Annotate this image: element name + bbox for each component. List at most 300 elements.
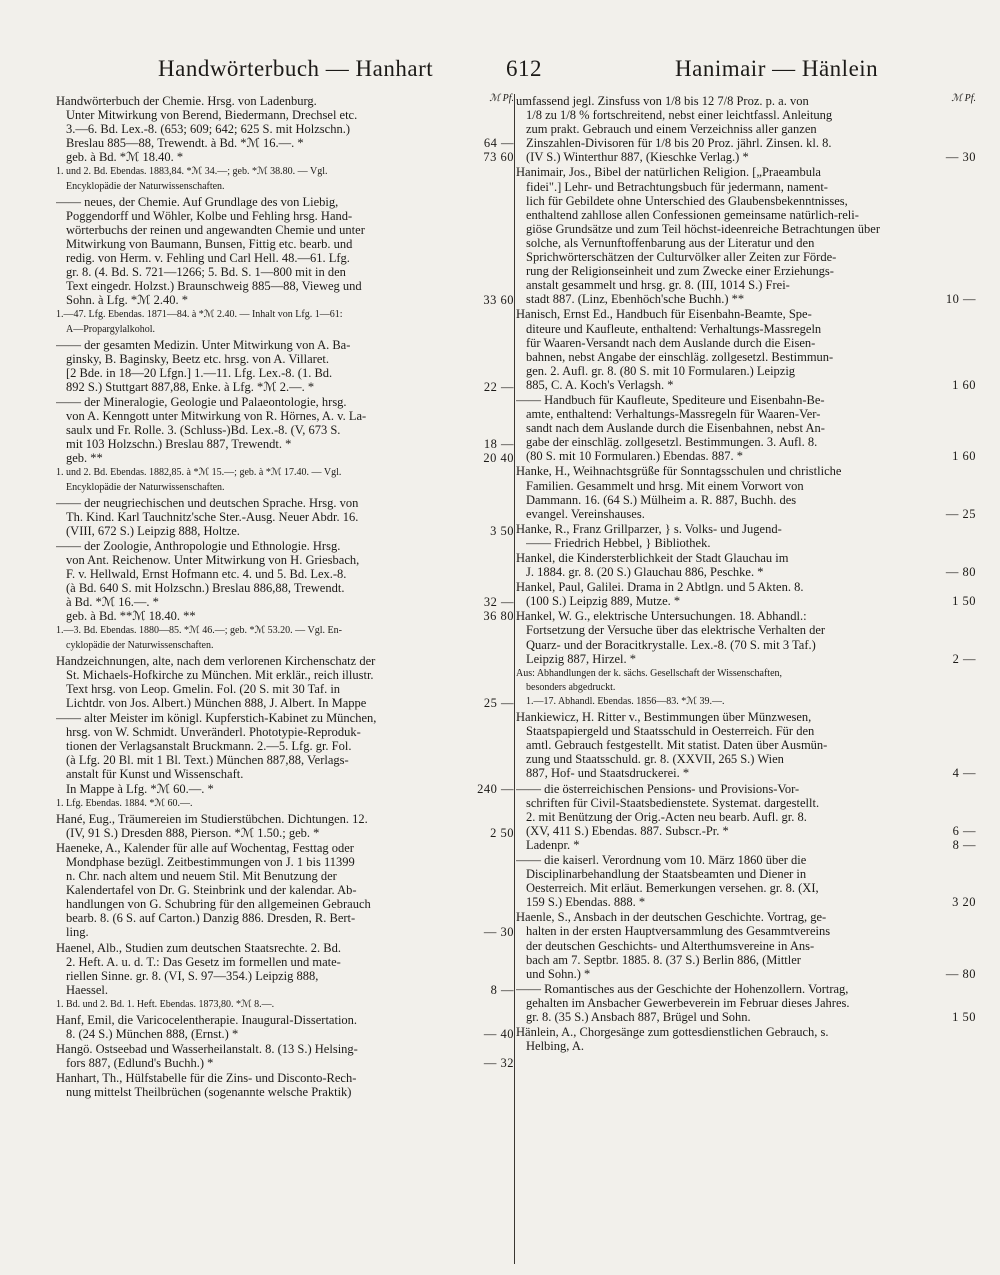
entry-line bbox=[56, 150, 514, 164]
catalog-entry bbox=[516, 94, 976, 164]
entry-line bbox=[516, 738, 976, 752]
entry-price bbox=[444, 481, 514, 495]
entry-price bbox=[906, 695, 976, 709]
entry-price bbox=[444, 581, 514, 595]
entry-line bbox=[516, 350, 976, 364]
entry-price bbox=[906, 580, 976, 594]
entry-text: mit 103 Holzschn.) Breslau 887, Trewendt. * bbox=[66, 437, 292, 452]
entry-note bbox=[56, 797, 514, 811]
entry-price bbox=[444, 265, 514, 279]
entry-line bbox=[56, 323, 514, 337]
entry-price: 22 — bbox=[483, 379, 514, 394]
entry-text: —— alter Meister im königl. Kupferstich-Kabinet zu München, bbox=[56, 711, 377, 726]
entry-price bbox=[906, 108, 976, 122]
entry-text: geb. à Bd. **ℳ 18.40. ** bbox=[66, 609, 196, 624]
entry-line bbox=[516, 1039, 976, 1053]
catalog-entry bbox=[56, 654, 514, 710]
entry-line bbox=[516, 522, 976, 536]
entry-price: 8 — bbox=[490, 982, 514, 997]
entry-price: 20 40 bbox=[483, 451, 514, 466]
entry-line bbox=[516, 996, 976, 1010]
entry-line bbox=[56, 595, 514, 609]
entry-line bbox=[56, 510, 514, 524]
entry-text: tionen der Verlagsanstalt Bruckmann. 2.—5. Lfg. gr. Fol. bbox=[66, 739, 352, 754]
entry-line bbox=[56, 409, 514, 423]
entry-line bbox=[516, 824, 976, 838]
entry-price bbox=[906, 94, 976, 108]
entry-text: (80 S. mit 10 Formularen.) Ebendas. 887. * bbox=[526, 449, 743, 464]
entry-text: (à Lfg. 20 Bl. mit 1 Bl. Text.) München 887,88, Verlags- bbox=[66, 753, 349, 768]
entry-price bbox=[906, 307, 976, 321]
entry-price bbox=[444, 180, 514, 194]
entry-price bbox=[906, 208, 976, 222]
entry-price bbox=[444, 654, 514, 668]
entry-line bbox=[516, 594, 976, 608]
catalog-entry bbox=[56, 841, 514, 940]
entry-text: —— der neugriechischen und deutschen Sprache. Hrsg. von bbox=[56, 495, 359, 510]
entry-text: Encyklopädie der Naturwissenschaften. bbox=[66, 180, 225, 192]
entry-line bbox=[56, 639, 514, 653]
entry-line bbox=[56, 293, 514, 307]
entry-price bbox=[444, 496, 514, 510]
entry-price bbox=[906, 393, 976, 407]
entry-price bbox=[444, 409, 514, 423]
entry-line bbox=[516, 307, 976, 321]
entry-price bbox=[444, 122, 514, 136]
entry-line bbox=[516, 953, 976, 967]
entry-price bbox=[906, 910, 976, 924]
entry-text: enthaltend zahllose allen Confessionen gemeinsame natürlich-reli- bbox=[526, 207, 859, 222]
entry-line bbox=[516, 652, 976, 666]
entry-text: Staatspapiergeld und Staatsschuld in Oesterreich. Für den bbox=[526, 724, 815, 739]
entry-text: cyklopädie der Naturwissenschaften. bbox=[66, 639, 214, 651]
entry-text: Breslau 885—88, Trewendt. à Bd. *ℳ 16.—. * bbox=[66, 136, 304, 151]
entry-price bbox=[906, 810, 976, 824]
entry-line bbox=[516, 796, 976, 810]
entry-text: hrsg. von W. Schmidt. Unveränderl. Phototypie-Reproduk- bbox=[66, 725, 361, 740]
entry-text: J. 1884. gr. 8. (20 S.) Glauchau 886, Peschke. * bbox=[526, 565, 764, 580]
entry-line bbox=[516, 464, 976, 478]
entry-text: anstalt für Kunst und Wissenschaft. bbox=[66, 767, 244, 782]
entry-line bbox=[516, 336, 976, 350]
entry-price bbox=[444, 812, 514, 826]
entry-text: 2. Heft. A. u. d. T.: Das Gesetz im formellen und mate- bbox=[66, 954, 341, 969]
entry-line bbox=[56, 237, 514, 251]
catalog-entry bbox=[516, 580, 976, 608]
catalog-entry bbox=[56, 1042, 514, 1070]
entry-price bbox=[906, 136, 976, 150]
entry-line bbox=[56, 1071, 514, 1085]
entry-text: Text eingedr. Holzst.) Braunschweig 885—88, Vieweg und bbox=[66, 279, 362, 294]
entry-note bbox=[56, 998, 514, 1012]
entry-text: gr. 8. (4. Bd. S. 721—1266; 5. Bd. S. 1—800 mit in den bbox=[66, 265, 346, 280]
entry-line bbox=[56, 395, 514, 409]
entry-line bbox=[56, 711, 514, 725]
entry-line bbox=[56, 496, 514, 510]
entry-line bbox=[56, 841, 514, 855]
entry-line bbox=[516, 752, 976, 766]
entry-price: 240 — bbox=[477, 781, 514, 796]
entry-text: Hankiewicz, H. Ritter v., Bestimmungen über Münzwesen, bbox=[516, 710, 812, 725]
entry-line bbox=[56, 826, 514, 840]
entry-text: Disciplinarbehandlung der Staatsbeamten und Diener in bbox=[526, 867, 807, 882]
entry-text: von A. Kenngott unter Mitwirkung von R. Hörnes, A. v. La- bbox=[66, 409, 367, 424]
entry-text: Hanhart, Th., Hülfstabelle für die Zins- und Disconto-Rech- bbox=[56, 1071, 357, 1086]
entry-price: 25 — bbox=[483, 695, 514, 710]
entry-price: 36 80 bbox=[483, 609, 514, 624]
entry-price bbox=[444, 308, 514, 322]
entry-price bbox=[906, 1039, 976, 1053]
entry-text: Lichtdr. von Jos. Albert.) München 888, J. Albert. In Mappe bbox=[66, 695, 367, 710]
entry-text: amtl. Gebrauch festgestellt. Mit statist. Daten über Ausmün- bbox=[526, 738, 828, 753]
entry-line bbox=[516, 638, 976, 652]
catalog-entry bbox=[56, 1013, 514, 1041]
entry-text: fors 887, (Edlund's Buchh.) * bbox=[66, 1056, 214, 1071]
entry-price bbox=[906, 180, 976, 194]
entry-price bbox=[906, 421, 976, 435]
entry-line bbox=[56, 94, 514, 108]
entry-text: evangel. Vereinshauses. bbox=[526, 506, 645, 521]
entry-text: 2. mit Benützung der Orig.-Acten neu bearb. Aufl. gr. 8. bbox=[526, 809, 807, 824]
entry-price: 4 — bbox=[952, 766, 976, 781]
entry-line bbox=[516, 136, 976, 150]
entry-text: bahnen, nebst Angabe der einschläg. zollgesetzl. Bestimmun- bbox=[526, 349, 834, 364]
entry-line bbox=[516, 580, 976, 594]
entry-price: 1 60 bbox=[952, 377, 976, 392]
entry-text: von Ant. Reichenow. Unter Mitwirkung von H. Griesbach, bbox=[66, 553, 360, 567]
entry-text: ling. bbox=[66, 925, 89, 940]
entry-text: Sohn. à Lfg. *ℳ 2.40. * bbox=[66, 293, 189, 308]
catalog-entry bbox=[516, 710, 976, 780]
entry-text: Dammann. 16. (64 S.) Mülheim a. R. 887, Buchh. des bbox=[526, 492, 797, 507]
entry-price bbox=[906, 536, 976, 550]
entry-line bbox=[56, 481, 514, 495]
entry-price bbox=[444, 1013, 514, 1027]
entry-price bbox=[444, 941, 514, 955]
entry-text: Fortsetzung der Versuche über das elektrische Verhalten der bbox=[526, 623, 826, 638]
entry-price bbox=[444, 510, 514, 524]
entry-text: Zinszahlen-Divisoren für 1/8 bis 20 Proz. jährl. Zinsen. kl. 8. bbox=[526, 136, 832, 151]
catalog-entry bbox=[56, 539, 514, 624]
entry-line bbox=[56, 136, 514, 150]
entry-text: A—Propargylalkohol. bbox=[66, 323, 155, 335]
entry-line bbox=[516, 165, 976, 179]
entry-line bbox=[516, 250, 976, 264]
entry-price bbox=[906, 250, 976, 264]
catalog-entry bbox=[516, 522, 976, 550]
entry-text: 159 S.) Ebendas. 888. * bbox=[526, 895, 646, 910]
entry-price bbox=[444, 624, 514, 638]
entry-line bbox=[516, 449, 976, 463]
entry-line bbox=[56, 998, 514, 1012]
entry-line bbox=[516, 565, 976, 579]
entry-text: (VIII, 672 S.) Leipzig 888, Holtze. bbox=[66, 523, 240, 538]
entry-price: 3 20 bbox=[952, 895, 976, 910]
entry-text: Leipzig 887, Hirzel. * bbox=[526, 651, 637, 666]
entry-price bbox=[906, 194, 976, 208]
entry-price: — 32 bbox=[483, 1056, 514, 1071]
entry-text: 1.—17. Abhandl. Ebendas. 1856—83. *ℳ 39.—. bbox=[526, 695, 725, 707]
entry-price: — 25 bbox=[945, 506, 976, 521]
entry-price: 10 — bbox=[945, 292, 976, 307]
entry-line bbox=[516, 853, 976, 867]
catalog-entry bbox=[516, 464, 976, 520]
entry-text: zum prakt. Gebrauch und einem Verzeichniss aller ganzen bbox=[526, 122, 817, 137]
entry-line bbox=[56, 782, 514, 796]
entry-text: riellen Sinne. gr. 8. (VI, S. 97—354.) Leipzig 888, bbox=[66, 968, 319, 983]
entry-price bbox=[906, 924, 976, 938]
entry-text: gabe der einschläg. zollgesetzl. Bestimmungen. 3. Aufl. 8. bbox=[526, 435, 818, 450]
entry-text: Handwörterbuch der Chemie. Hrsg. von Ladenburg. bbox=[56, 94, 317, 108]
entry-text: gr. 8. (35 S.) Ansbach 887, Brügel und Sohn. bbox=[526, 1010, 751, 1024]
entry-text: Text hrsg. von Leop. Gmelin. Fol. (20 S. mit 30 Taf. in bbox=[66, 681, 341, 696]
entry-price bbox=[906, 122, 976, 136]
entry-line bbox=[516, 838, 976, 852]
entry-line bbox=[516, 264, 976, 278]
entry-price bbox=[444, 1071, 514, 1085]
entry-price bbox=[444, 165, 514, 179]
entry-line bbox=[516, 867, 976, 881]
entry-line bbox=[516, 881, 976, 895]
entry-text: Oesterreich. Mit erläut. Bemerkungen versehen. gr. 8. (XI, bbox=[526, 881, 819, 896]
entry-line bbox=[516, 180, 976, 194]
entry-text: (XV, 411 S.) Ebendas. 887. Subscr.-Pr. * bbox=[526, 823, 729, 838]
entry-text: saulx und Fr. Rolle. 3. (Schluss-)Bd. Lex.-8. (V, 673 S. bbox=[66, 423, 341, 438]
entry-price bbox=[444, 753, 514, 767]
catalog-entry bbox=[516, 307, 976, 392]
entry-text: —— Handbuch für Kaufleute, Spediteure und Eisenbahn-Be- bbox=[516, 392, 825, 407]
entry-price bbox=[444, 955, 514, 969]
entry-price: — 30 bbox=[483, 925, 514, 940]
entry-price bbox=[444, 841, 514, 855]
entry-text: Hanisch, Ernst Ed., Handbuch für Eisenbahn-Beamte, Spe- bbox=[516, 307, 812, 322]
entry-text: Hanke, R., Franz Grillparzer, } s. Volks- und Jugend- bbox=[516, 521, 782, 536]
entry-price: 64 — bbox=[483, 136, 514, 151]
entry-text: Kalendertafel von Dr. G. Steinbrink und der kalendar. Ab- bbox=[66, 883, 357, 898]
entry-price: 6 — bbox=[952, 823, 976, 838]
entry-text: sandt nach dem Auslande durch die Eisenbahnen, nebst An- bbox=[526, 421, 825, 436]
entry-line bbox=[56, 366, 514, 380]
entry-line bbox=[56, 524, 514, 538]
entry-line bbox=[516, 710, 976, 724]
entry-price bbox=[444, 366, 514, 380]
entry-price: 18 — bbox=[483, 437, 514, 452]
entry-line bbox=[56, 1013, 514, 1027]
entry-line bbox=[56, 1085, 514, 1099]
entry-line bbox=[56, 165, 514, 179]
entry-line bbox=[56, 654, 514, 668]
entry-text: —— die österreichischen Pensions- und Provisions-Vor- bbox=[516, 781, 800, 796]
entry-text: —— die kaiserl. Verordnung vom 10. März 1860 über die bbox=[516, 852, 807, 867]
column-divider bbox=[514, 94, 515, 1264]
entry-price bbox=[444, 855, 514, 869]
entry-price bbox=[444, 869, 514, 883]
entry-text: Hanf, Emil, die Varicocelentherapie. Inaugural-Dissertation. bbox=[56, 1013, 358, 1027]
entry-price bbox=[444, 897, 514, 911]
entry-line bbox=[56, 941, 514, 955]
entry-price bbox=[444, 94, 514, 108]
entry-line bbox=[56, 797, 514, 811]
entry-price bbox=[906, 551, 976, 565]
catalog-entry bbox=[56, 812, 514, 840]
entry-note bbox=[56, 165, 514, 193]
catalog-entry bbox=[516, 1025, 976, 1053]
entry-text: St. Michaels-Hofkirche zu München. Mit erklär., reich illustr. bbox=[66, 667, 374, 682]
entry-text: 887, Hof- und Staatsdruckerei. * bbox=[526, 766, 690, 781]
entry-text: geb. ** bbox=[66, 451, 103, 466]
entry-text: Poggendorff und Wöhler, Kolbe und Fehling hrsg. Hand- bbox=[66, 208, 353, 223]
entry-price bbox=[444, 1042, 514, 1056]
entry-price bbox=[906, 939, 976, 953]
catalog-entry bbox=[56, 395, 514, 465]
catalog-entry bbox=[56, 711, 514, 796]
entry-price bbox=[444, 911, 514, 925]
entry-price bbox=[906, 336, 976, 350]
entry-price bbox=[906, 681, 976, 695]
entry-line bbox=[56, 668, 514, 682]
entry-text: diteure und Kaufleute, enthaltend: Verhaltungs-Massregeln bbox=[526, 321, 822, 336]
entry-price: 3 50 bbox=[490, 523, 514, 538]
catalog-entry bbox=[56, 94, 514, 164]
entry-text: —— der Zoologie, Anthropologie und Ethnologie. Hrsg. bbox=[56, 538, 341, 553]
entry-line bbox=[516, 479, 976, 493]
entry-price bbox=[444, 682, 514, 696]
catalog-entry bbox=[56, 338, 514, 394]
catalog-entry bbox=[516, 853, 976, 909]
entry-note bbox=[516, 667, 976, 709]
entry-line bbox=[56, 352, 514, 366]
entry-text: wörterbuchs der reinen und angewandten Chemie und unter bbox=[66, 222, 365, 237]
entry-text: Sprichwörterschätzen der Culturvölker aller Zeiten zur Förde- bbox=[526, 250, 837, 265]
entry-text: 1. und 2. Bd. Ebendas. 1883,84. *ℳ 34.—; geb. *ℳ 38.80. — Vgl. bbox=[56, 166, 328, 178]
entry-price bbox=[444, 539, 514, 553]
entry-line bbox=[516, 623, 976, 637]
entry-line bbox=[516, 236, 976, 250]
entry-text: 3.—6. Bd. Lex.-8. (653; 609; 642; 625 S. mit Holzschn.) bbox=[66, 122, 351, 137]
entry-text: —— der gesamten Medizin. Unter Mitwirkung von A. Ba- bbox=[56, 337, 351, 352]
entry-line bbox=[56, 753, 514, 767]
entry-text: Hané, Eug., Träumereien im Studierstübchen. Dichtungen. 12. bbox=[56, 811, 368, 826]
entry-line bbox=[516, 493, 976, 507]
entry-text: zung und Staatsschuld. gr. 8. (XXVII, 265 S.) Wien bbox=[526, 752, 784, 767]
entry-text: Haeneke, A., Kalender für alle auf Wochentag, Festtag oder bbox=[56, 840, 354, 855]
entry-text: giöse Grundsätze und zum Teil höchst-ideenreiche Betrachtungen über bbox=[526, 221, 880, 236]
entry-line bbox=[56, 567, 514, 581]
entry-text: Familien. Gesammelt und hrsg. Mit einem Vorwort von bbox=[526, 478, 804, 493]
entry-price bbox=[444, 725, 514, 739]
entry-price: 1 50 bbox=[952, 594, 976, 609]
entry-text: gen. 2. Aufl. gr. 8. (80 S. mit 10 Formularen.) Leipzig bbox=[526, 363, 796, 378]
currency-header: ℳ Pf. bbox=[489, 93, 514, 104]
entry-text: Unter Mitwirkung von Berend, Biedermann, Drechsel etc. bbox=[66, 108, 358, 123]
entry-text: der deutschen Geschichts- und Alterthumsvereine in Ans- bbox=[526, 938, 815, 953]
entry-text: 1/8 zu 1/8 % fortschreitend, nebst einer leichtfassl. Anleitung bbox=[526, 108, 833, 123]
entry-text: In Mappe à Lfg. *ℳ 60.—. * bbox=[66, 781, 214, 796]
entry-line bbox=[516, 292, 976, 306]
entry-line bbox=[516, 108, 976, 122]
entry-line bbox=[56, 883, 514, 897]
entry-line bbox=[516, 766, 976, 780]
entry-text: —— neues, der Chemie. Auf Grundlage des von Liebig, bbox=[56, 194, 339, 209]
entry-line bbox=[516, 393, 976, 407]
entry-price bbox=[444, 668, 514, 682]
entry-line bbox=[516, 895, 976, 909]
entry-price bbox=[906, 407, 976, 421]
entry-price bbox=[906, 350, 976, 364]
entry-text: Ladenpr. * bbox=[526, 837, 580, 852]
entry-text: rung der Religionseinheit und zum Zwecke einer Erziehungs- bbox=[526, 264, 834, 279]
entry-text: (IV S.) Winterthur 887, (Kieschke Verlag.) * bbox=[526, 150, 749, 165]
entry-text: F. v. Hellwald, Ernst Hofmann etc. 4. und 5. Bd. Lex.-8. bbox=[66, 567, 347, 582]
entry-price bbox=[444, 639, 514, 653]
entry-line bbox=[56, 682, 514, 696]
entry-price bbox=[444, 251, 514, 265]
entry-price bbox=[906, 710, 976, 724]
entry-price bbox=[906, 522, 976, 536]
entry-text: stadt 887. (Linz, Ebenhöch'sche Buchh.) ** bbox=[526, 292, 745, 307]
entry-line bbox=[56, 539, 514, 553]
entry-text: Handzeichnungen, alte, nach dem verlorenen Kirchenschatz der bbox=[56, 653, 376, 668]
entry-line bbox=[56, 609, 514, 623]
entry-text: geb. à Bd. *ℳ 18.40. * bbox=[66, 150, 184, 165]
entry-text: Haenel, Alb., Studien zum deutschen Staatsrechte. 2. Bd. bbox=[56, 940, 342, 955]
entry-line bbox=[516, 551, 976, 565]
entry-price bbox=[906, 796, 976, 810]
entry-text: Haenle, S., Ansbach in der deutschen Geschichte. Vortrag, ge- bbox=[516, 910, 827, 925]
entry-price bbox=[906, 364, 976, 378]
right-column bbox=[516, 92, 976, 1054]
entry-price bbox=[906, 953, 976, 967]
entry-text: nung mittelst Theilbrüchen (sogenannte welsche Praktik) bbox=[66, 1085, 352, 1100]
entry-text: schriften für Civil-Staatsbedienstete. Systemat. dargestellt. bbox=[526, 795, 820, 810]
catalog-entry bbox=[516, 165, 976, 306]
entry-price bbox=[444, 423, 514, 437]
entry-text: Hangö. Ostseebad und Wasserheilanstalt. 8. (13 S.) Helsing- bbox=[56, 1042, 358, 1057]
entry-price bbox=[906, 623, 976, 637]
entry-price: 73 60 bbox=[483, 150, 514, 165]
entry-line bbox=[516, 122, 976, 136]
running-head-left: Handwörterbuch — Hanhart bbox=[158, 56, 434, 81]
entry-price bbox=[906, 435, 976, 449]
entry-line bbox=[516, 967, 976, 981]
page-number: 612 bbox=[506, 56, 542, 81]
entry-price bbox=[906, 752, 976, 766]
catalog-entry bbox=[56, 941, 514, 997]
entry-line bbox=[56, 897, 514, 911]
entry-text: umfassend jegl. Zinsfuss von 1/8 bis 12 7/8 Proz. p. a. von bbox=[516, 94, 809, 108]
entry-price: — 80 bbox=[945, 565, 976, 580]
entry-text: Haessel. bbox=[66, 982, 108, 997]
entry-line bbox=[516, 208, 976, 222]
entry-text: halten in der ersten Hauptversammlung des Gesammtvereins bbox=[526, 924, 831, 939]
entry-price bbox=[444, 797, 514, 811]
entry-price bbox=[444, 711, 514, 725]
entry-text: 1. und 2. Bd. Ebendas. 1882,85. à *ℳ 15.—; geb. à *ℳ 17.40. — Vgl. bbox=[56, 467, 342, 479]
entry-line bbox=[56, 122, 514, 136]
catalog-entry bbox=[56, 1071, 514, 1099]
entry-text: Quarz- und der Boracitkrystalle. Lex.-8. (70 S. mit 3 Taf.) bbox=[526, 637, 816, 652]
entry-text: Helbing, A. bbox=[526, 1039, 584, 1054]
entry-text: 1. Lfg. Ebendas. 1884. *ℳ 60.—. bbox=[56, 797, 193, 809]
entry-text: anstalt gesammelt und hrsg. gr. 8. (III, 1014 S.) Frei- bbox=[526, 278, 790, 293]
entry-price bbox=[906, 278, 976, 292]
entry-text: und Sohn.) * bbox=[526, 966, 591, 981]
entry-text: Encyklopädie der Naturwissenschaften. bbox=[66, 481, 225, 493]
entry-line bbox=[516, 278, 976, 292]
entry-text: Mondphase bezügl. Zeitbestimmungen von J. 1 bis 11399 bbox=[66, 854, 355, 869]
entry-line bbox=[56, 911, 514, 925]
entry-text: 8. (24 S.) München 888, (Ernst.) * bbox=[66, 1027, 239, 1042]
